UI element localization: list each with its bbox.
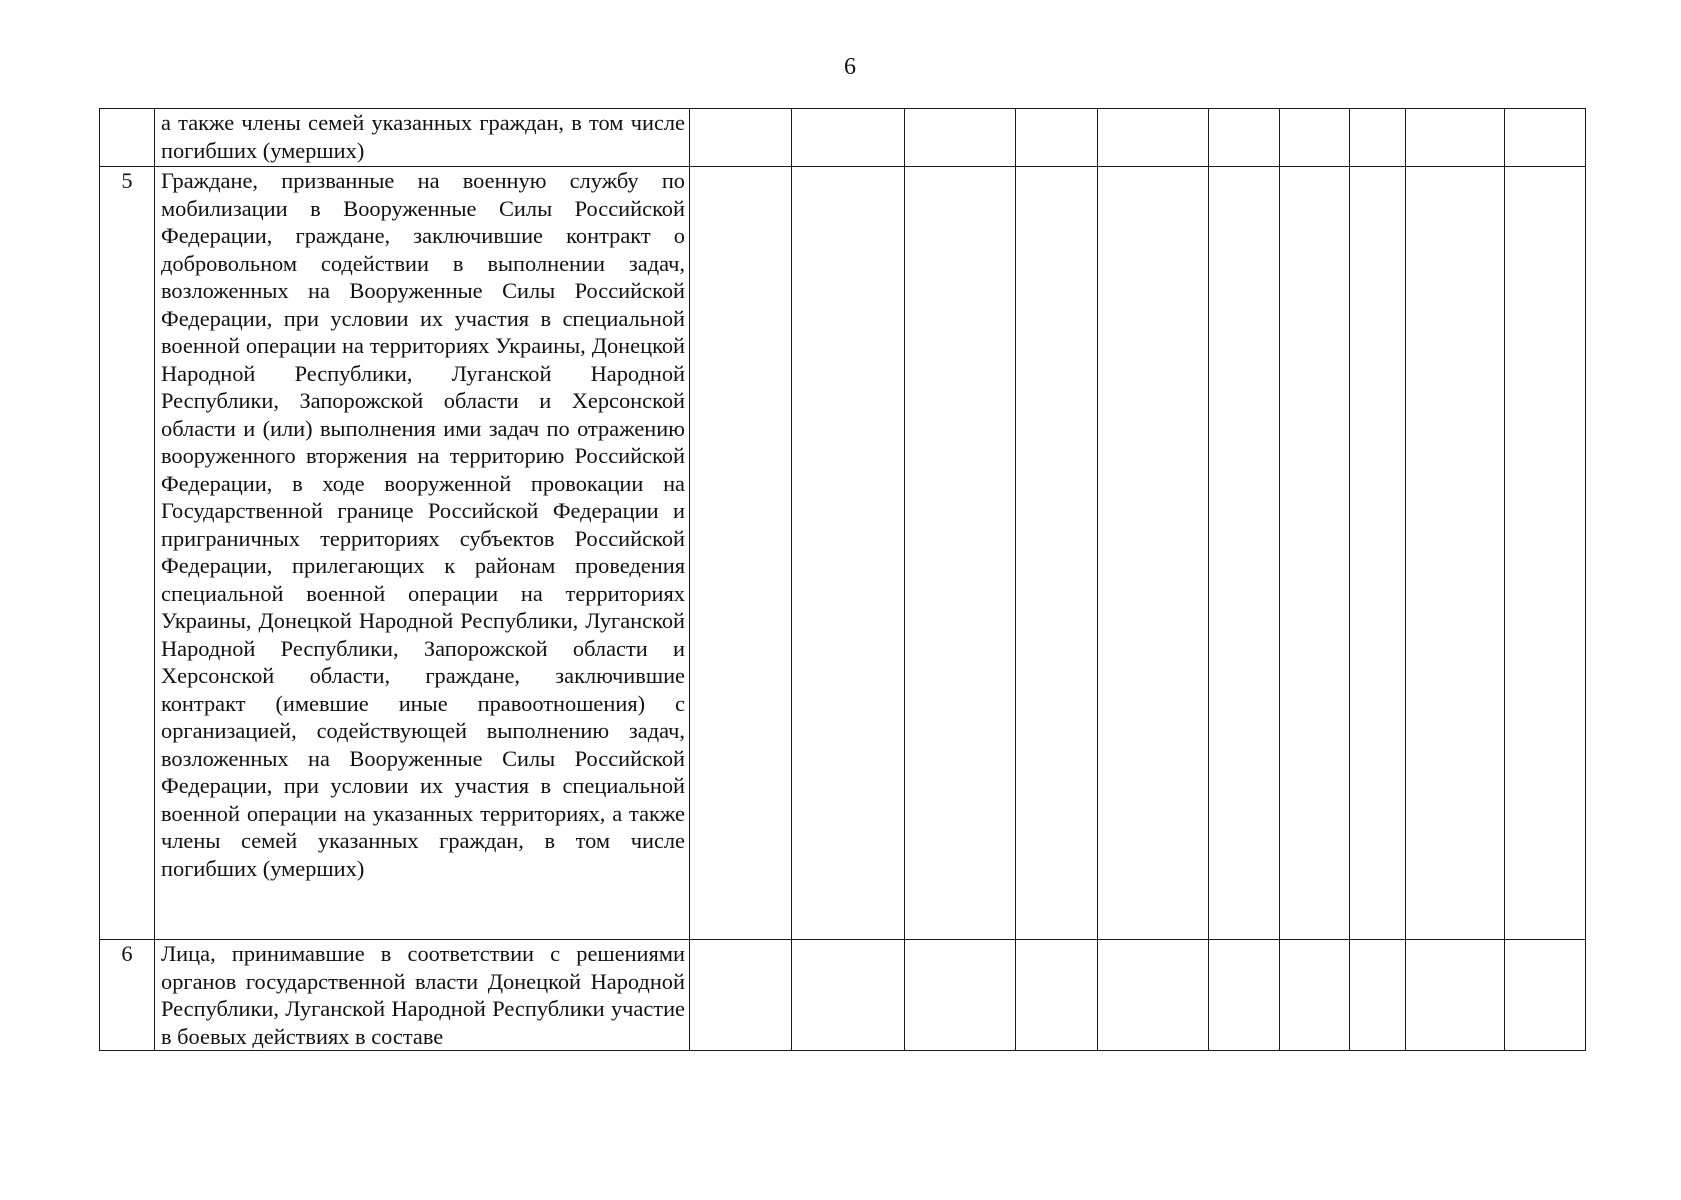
benefit-table xyxy=(99,108,1586,1051)
empty-cell xyxy=(690,109,792,167)
empty-cell xyxy=(1209,940,1280,1051)
empty-cell xyxy=(1505,109,1586,167)
empty-cell xyxy=(1505,167,1586,940)
empty-cell xyxy=(1098,167,1209,940)
empty-cell xyxy=(690,940,792,1051)
empty-cell xyxy=(792,940,905,1051)
row-number: 5 xyxy=(121,168,133,193)
category-text: а также члены семей указанных граждан, в том числе погибших (умерших) xyxy=(161,110,685,163)
empty-cell xyxy=(1280,167,1350,940)
empty-cell xyxy=(792,167,905,940)
empty-cell xyxy=(1406,109,1505,167)
empty-cell xyxy=(1016,109,1098,167)
empty-cell xyxy=(1280,940,1350,1051)
empty-cell xyxy=(690,167,792,940)
row-number-cell xyxy=(100,940,155,1051)
page-number: 6 xyxy=(844,54,856,80)
empty-cell xyxy=(905,940,1016,1051)
empty-cell xyxy=(1016,167,1098,940)
empty-cell xyxy=(1350,167,1406,940)
category-cell xyxy=(155,109,690,167)
empty-cell xyxy=(1505,940,1586,1051)
empty-cell xyxy=(1406,167,1505,940)
table-row xyxy=(100,167,1586,940)
row-number-cell xyxy=(100,167,155,940)
category-text: Лица, принимавшие в соответствии с решениями органов государственной власти Донецкой Народной Республики, Луганской Народной Республики участие в боевых действиях в составе xyxy=(161,941,685,1049)
category-cell xyxy=(155,940,690,1051)
category-text: Граждане, призванные на военную службу по мобилизации в Вооруженные Силы Российской Федерации, граждане, заключившие контракт о добровольном содействии в выполнении задач, возложенных на Вооруженные Силы Российской Федерации, при условии их участия в специальной военной операции на территориях Украины, Донецкой Народной Республики, Луганской Народной Республики, Запорожской области и Херсонской области и (или) выполнения ими задач по отражению вооруженного вторжения на территорию Российской Федерации, в ходе вооруженной провокации на Государственной границе Российской Федерации и приграничных территориях субъектов Российской Федерации, прилегающих к районам проведения специальной военной операции на территориях Украины, Донецкой Народной Республики, Луганской Народной Республики, Запорожской области и Херсонской области, граждане, заключившие контракт (имевшие иные правоотношения) с организацией, содействующей выполнению задач, возложенных на Вооруженные Силы Российской Федерации, при условии их участия в специальной военной операции на указанных территориях, а также члены семей указанных граждан, в том числе погибших (умерших) xyxy=(161,168,685,881)
table-row xyxy=(100,940,1586,1051)
empty-cell xyxy=(1016,940,1098,1051)
empty-cell xyxy=(905,109,1016,167)
empty-cell xyxy=(1209,167,1280,940)
empty-cell xyxy=(1098,940,1209,1051)
row-number-cell xyxy=(100,109,155,167)
table-row xyxy=(100,109,1586,167)
empty-cell xyxy=(1209,109,1280,167)
empty-cell xyxy=(792,109,905,167)
empty-cell xyxy=(1350,940,1406,1051)
empty-cell xyxy=(1098,109,1209,167)
category-cell xyxy=(155,167,690,940)
row-number: 6 xyxy=(121,941,133,966)
empty-cell xyxy=(1350,109,1406,167)
empty-cell xyxy=(1280,109,1350,167)
empty-cell xyxy=(905,167,1016,940)
empty-cell xyxy=(1406,940,1505,1051)
